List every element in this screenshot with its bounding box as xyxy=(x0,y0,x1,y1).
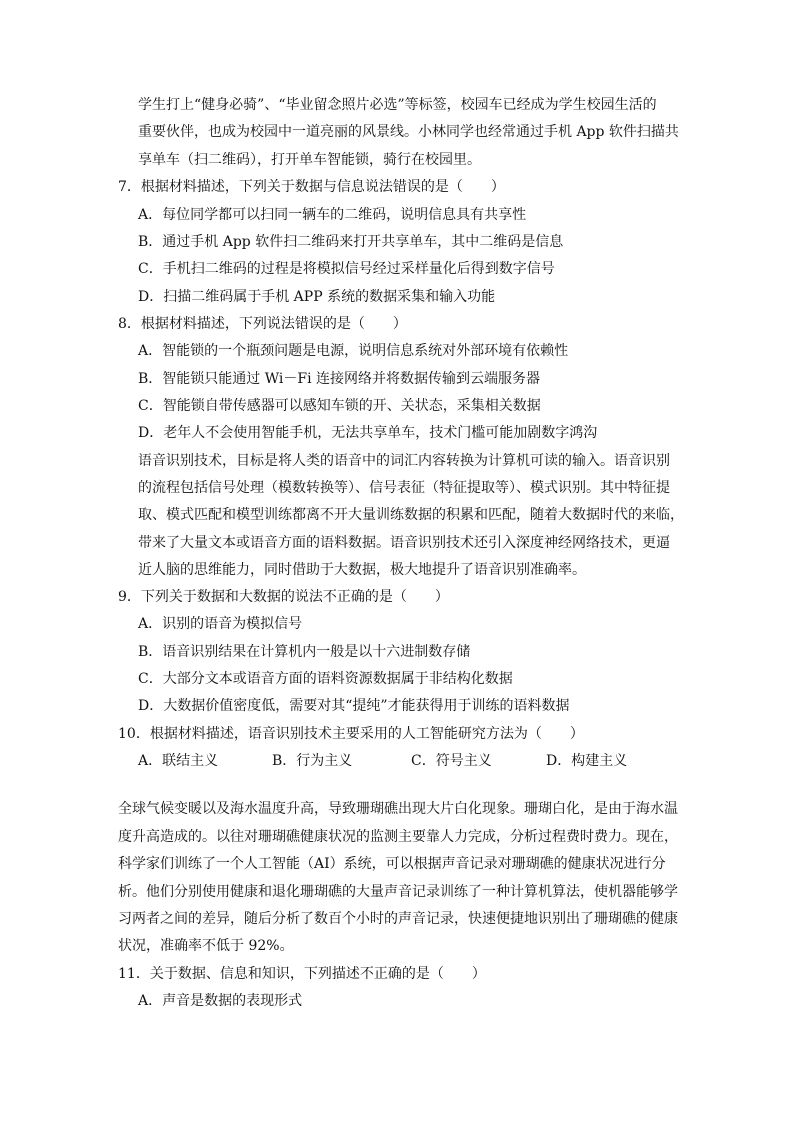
question-10-option-c: C．符号主义 xyxy=(411,753,492,769)
question-7-option-d: D．扫描二维码属于手机 APP 系统的数据采集和输入功能 xyxy=(138,289,496,305)
question-9-stem: 9．下列关于数据和大数据的说法不正确的是（ ） xyxy=(118,589,449,605)
question-9-option-b: B．语音识别结果在计算机内一般是以十六进制数存储 xyxy=(138,644,471,660)
passage2-line-5: 近人脑的思维能力，同时借助于大数据，极大地提升了语音识别准确率。 xyxy=(138,562,586,578)
passage3-line-4: 析。他们分别使用健康和退化珊瑚礁的大量声音记录训练了一种计算机算法，使机器能够学 xyxy=(118,884,678,900)
question-7-option-b: B．通过手机 App 软件扫二维码来打开共享单车，其中二维码是信息 xyxy=(138,234,564,250)
question-9-option-a: A．识别的语音为模拟信号 xyxy=(138,616,303,632)
question-8-option-b: B．智能锁只能通过 Wi－Fi 连接网络并将数据传输到云端服务器 xyxy=(138,371,540,387)
question-10-option-d: D．构建主义 xyxy=(546,753,628,769)
passage2-line-4: 带来了大量文本或语音方面的语料数据。语音识别技术还引入深度神经网络技术，更逼 xyxy=(138,535,670,551)
question-10-stem: 10．根据材料描述，语音识别技术主要采用的人工智能研究方法为（ ） xyxy=(118,726,584,742)
passage2-line-2: 的流程包括信号处理（模数转换等）、信号表征（特征提取等）、模式识别。其中特征提 xyxy=(138,480,670,496)
question-8-option-c: C．智能锁自带传感器可以感知车锁的开、关状态，采集相关数据 xyxy=(138,398,541,414)
passage2-line-1: 语音识别技术，目标是将人类的语音中的词汇内容转换为计算机可读的输入。语音识别 xyxy=(138,453,670,469)
question-7-option-c: C．手机扫二维码的过程是将模拟信号经过采样量化后得到数字信号 xyxy=(138,261,555,277)
question-9-option-c: C．大部分文本或语音方面的语料资源数据属于非结构化数据 xyxy=(138,671,513,687)
question-8-stem: 8．根据材料描述，下列说法错误的是（ ） xyxy=(118,316,407,332)
question-11-option-a: A．声音是数据的表现形式 xyxy=(138,993,303,1009)
passage2-line-3: 取、模式匹配和模型训练都离不开大量训练数据的积累和匹配，随着大数据时代的来临， xyxy=(138,507,684,523)
passage3-line-3: 科学家们训练了一个人工智能（AI）系统，可以根据声音记录对珊瑚礁的健康状况进行分 xyxy=(118,856,666,872)
question-9-option-d: D．大数据价值密度低，需要对其“提纯”才能获得用于训练的语料数据 xyxy=(138,698,570,714)
question-10-option-a: A．联结主义 xyxy=(138,753,219,769)
question-11-stem: 11．关于数据、信息和知识，下列描述不正确的是（ ） xyxy=(118,966,486,982)
question-8-option-a: A．智能锁的一个瓶颈问题是电源，说明信息系统对外部环境有依赖性 xyxy=(138,343,569,359)
question-8-option-d: D．老年人不会使用智能手机，无法共享单车，技术门槛可能加剧数字鸿沟 xyxy=(138,425,598,441)
passage3-line-6: 状况，准确率不低于 92%。 xyxy=(118,938,294,954)
passage3-line-2: 度升高造成的。以往对珊瑚礁健康状况的监测主要靠人力完成，分析过程费时费力。现在， xyxy=(118,829,678,845)
passage1-line-2: 重要伙伴，也成为校园中一道亮丽的风景线。小林同学也经常通过手机 App 软件扫描共 xyxy=(138,124,679,140)
question-7-stem: 7．根据材料描述，下列关于数据与信息说法错误的是（ ） xyxy=(118,179,505,195)
question-7-option-a: A．每位同学都可以扫同一辆车的二维码，说明信息具有共享性 xyxy=(138,207,527,223)
question-10-option-b: B．行为主义 xyxy=(272,753,353,769)
passage1-line-3: 享单车（扫二维码），打开单车智能锁，骑行在校园里。 xyxy=(138,152,481,168)
passage1-line-1: 学生打上“健身必骑”、“毕业留念照片必选”等标签，校园车已经成为学生校园生活的 xyxy=(138,97,657,113)
passage3-line-1: 全球气候变暖以及海水温度升高，导致珊瑚礁出现大片白化现象。珊瑚白化，是由于海水温 xyxy=(118,801,678,817)
passage3-line-5: 习两者之间的差异，随后分析了数百个小时的声音记录，快速便捷地识别出了珊瑚礁的健康 xyxy=(118,911,678,927)
